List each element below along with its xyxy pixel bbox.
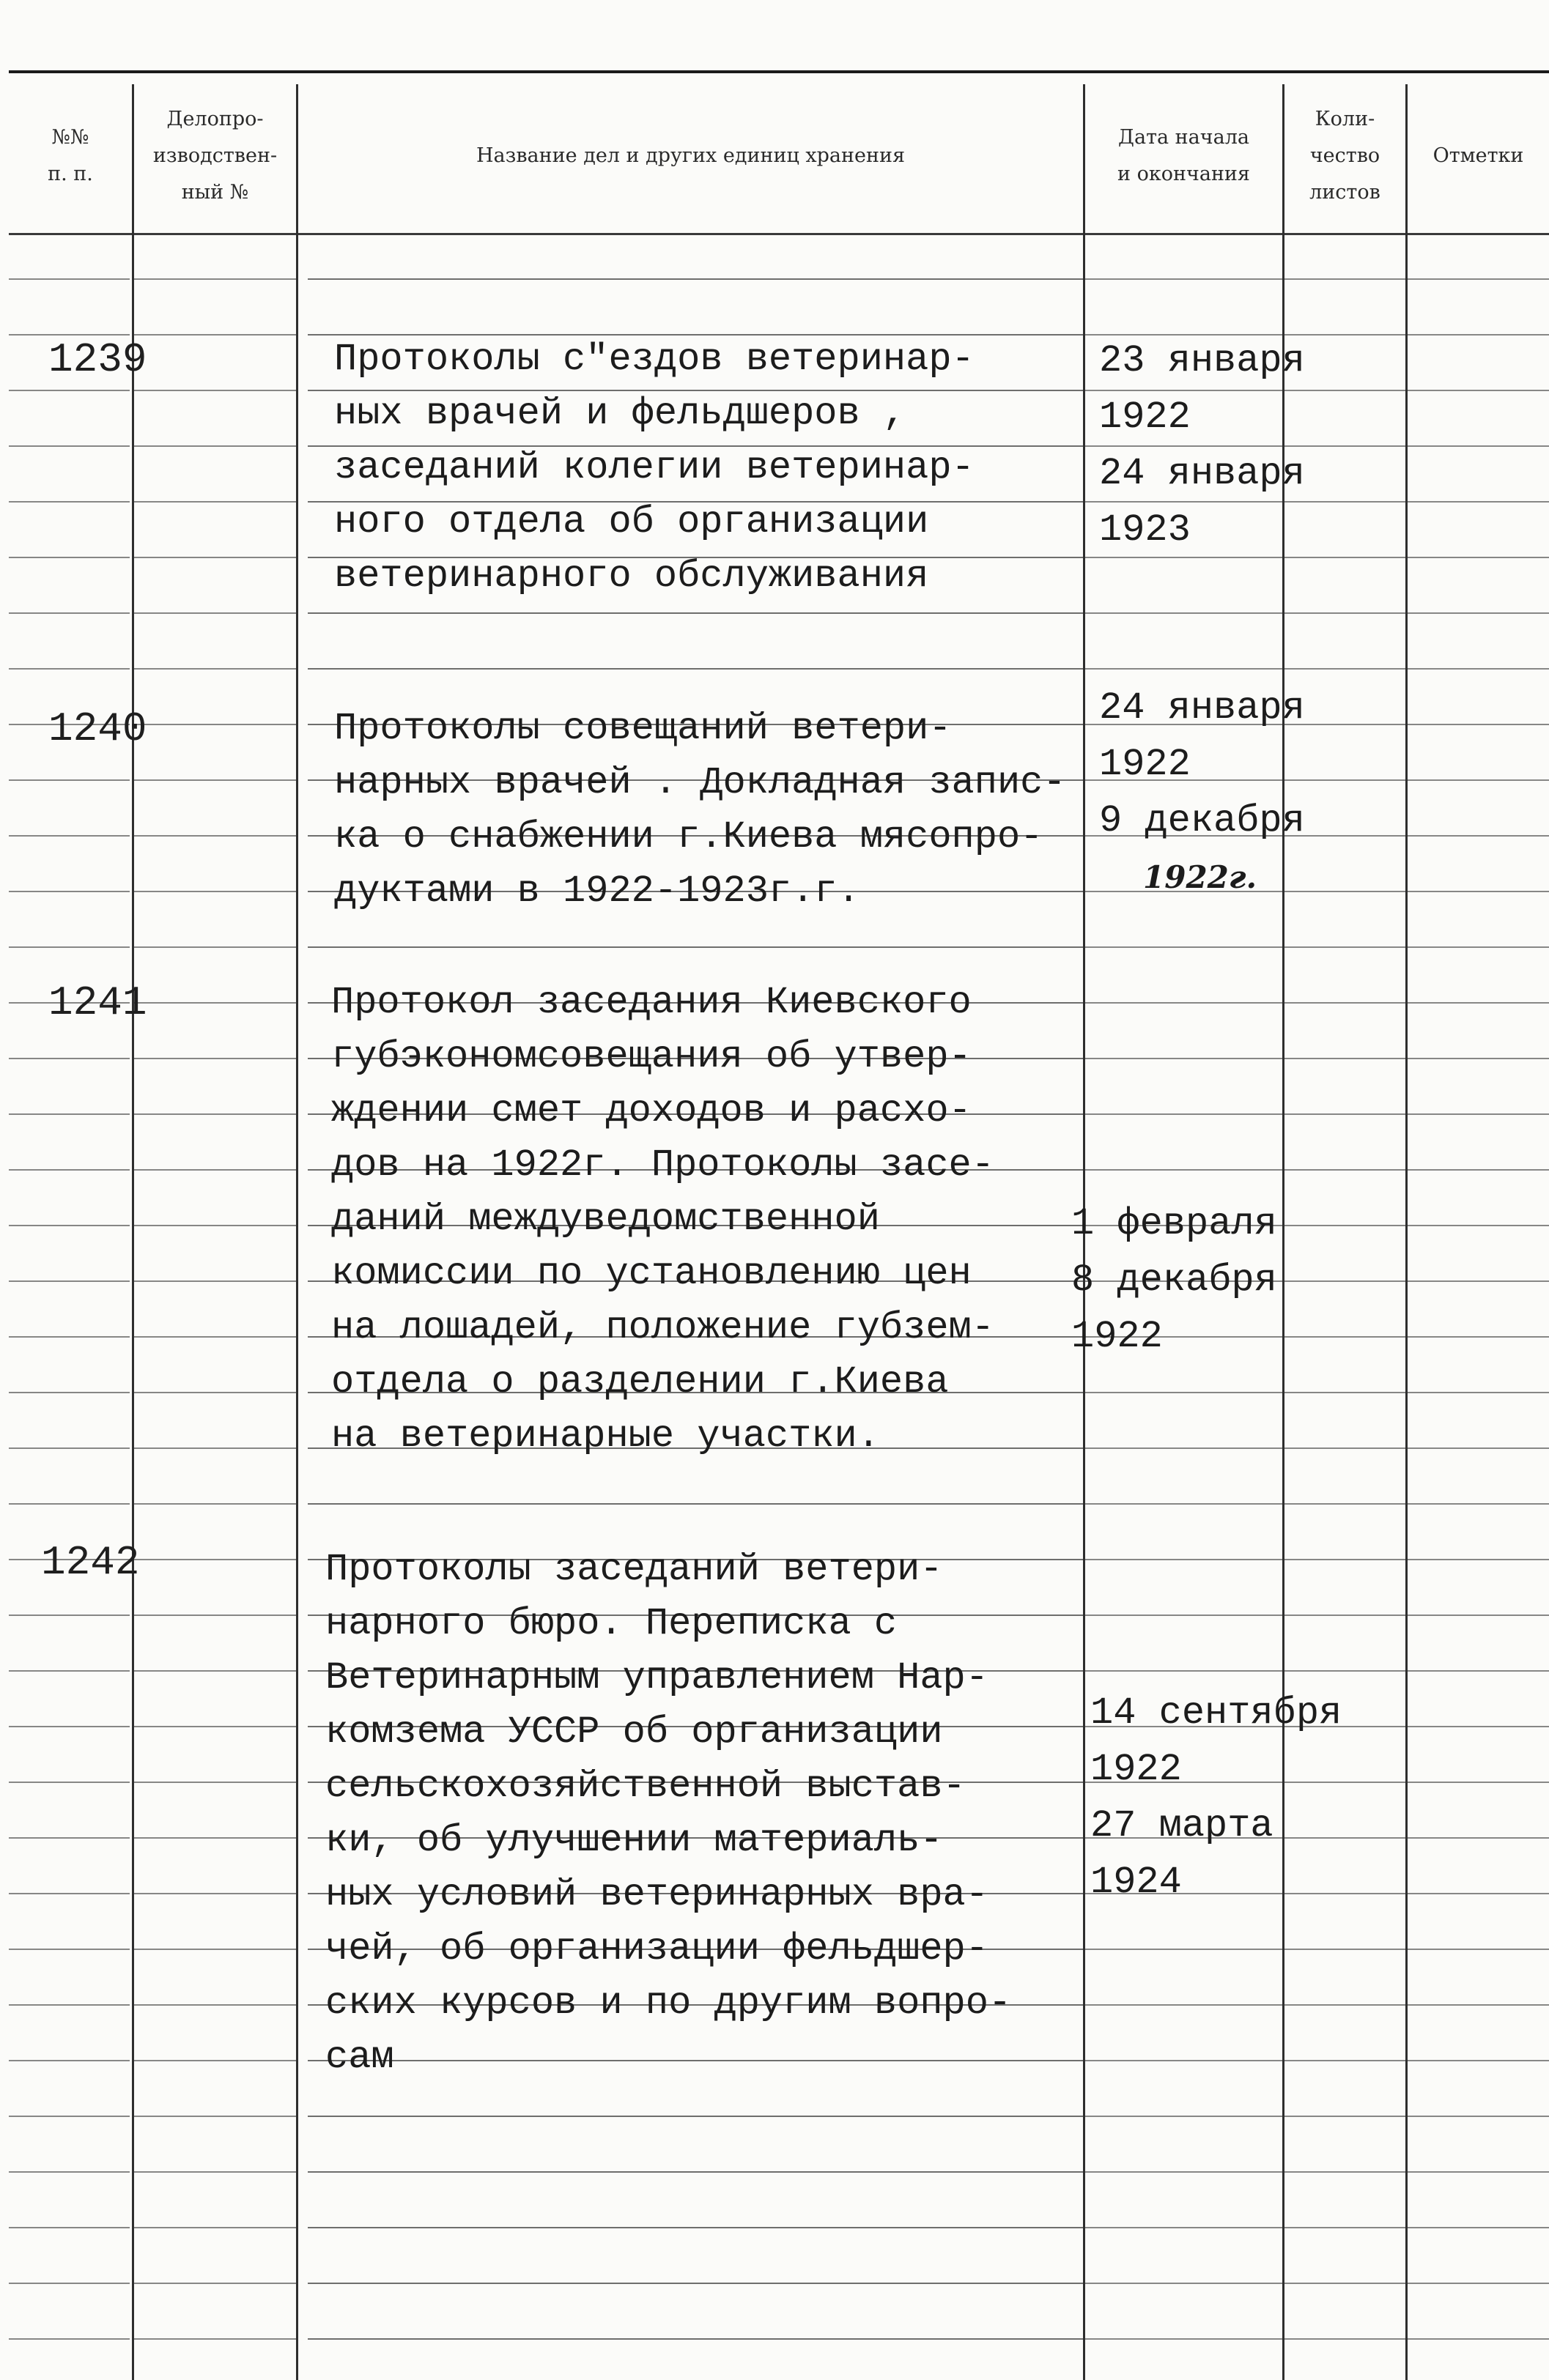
entry-title-line: ных условий ветеринарных вра- — [325, 1873, 988, 1916]
ruled-line — [9, 2116, 130, 2117]
header-dates-line: Дата начала — [1118, 125, 1249, 149]
ruled-line — [1284, 2004, 1405, 2006]
ruled-line — [1408, 1837, 1549, 1839]
entry-date-line: 8 декабря — [1071, 1258, 1277, 1302]
ruled-line — [9, 1058, 130, 1059]
entry-number: 1239 — [48, 336, 147, 383]
ruled-line — [9, 1447, 130, 1449]
ruled-line — [1408, 2171, 1549, 2173]
ruled-line — [1085, 612, 1282, 614]
ruled-line — [308, 2283, 1083, 2284]
ruled-line — [308, 2116, 1083, 2117]
entry-title — [325, 1543, 1011, 2085]
ruled-line — [1085, 2116, 1282, 2117]
entry-date-line: 1922 — [1090, 1748, 1182, 1791]
ruled-line — [9, 278, 130, 280]
entry-date-line: 1922 — [1099, 743, 1191, 786]
ruled-line — [1408, 2004, 1549, 2006]
entry-title — [331, 976, 994, 1464]
ruled-line — [1085, 278, 1282, 280]
ruled-line — [1085, 1503, 1282, 1505]
ruled-line — [9, 1336, 130, 1338]
ruled-line — [134, 278, 296, 280]
ruled-line — [9, 1615, 130, 1616]
entry-title-line: сам — [325, 2036, 394, 2079]
entry-title-line: ка о снабжении г.Киева мясопро- — [334, 815, 1043, 859]
ruled-line — [1085, 2060, 1282, 2061]
header-dates — [1085, 81, 1282, 231]
ruled-line — [9, 1837, 130, 1839]
entry-title-line: сельскохозяйственной выстав- — [325, 1765, 966, 1808]
ruled-line — [1085, 1447, 1282, 1449]
ruled-line — [9, 1782, 130, 1783]
ruled-line — [9, 2060, 130, 2061]
column-divider-5 — [1405, 84, 1408, 2380]
header-sheets-line: Коли- — [1315, 107, 1375, 130]
entry-date-line: 24 января — [1099, 452, 1305, 495]
header-title — [298, 81, 1083, 231]
ruled-line — [134, 1782, 296, 1783]
ruled-line — [1284, 1336, 1405, 1338]
ruled-line — [9, 835, 130, 837]
ruled-line — [9, 1503, 130, 1505]
ruled-line — [134, 1002, 296, 1004]
entry-date-line: 1924 — [1090, 1861, 1182, 1904]
ruled-line — [1284, 278, 1405, 280]
ruled-line — [1284, 1002, 1405, 1004]
ruled-line — [9, 501, 130, 503]
ruled-line — [134, 1447, 296, 1449]
entry-date-line: 9 декабря — [1099, 799, 1305, 842]
ruled-line — [134, 891, 296, 892]
ruled-line — [9, 1225, 130, 1226]
header-num-line: п. п. — [48, 162, 93, 185]
entry-title-line: дуктами в 1922-1923г.г. — [334, 870, 860, 913]
ruled-line — [1284, 2338, 1405, 2340]
entry-date-line: 14 сентября — [1090, 1691, 1342, 1735]
entry-title-line: ных врачей и фельдшеров , — [334, 392, 906, 435]
ruled-line — [134, 1169, 296, 1171]
ruled-line — [308, 946, 1083, 948]
ruled-line — [134, 2171, 296, 2173]
ruled-line — [1085, 2283, 1282, 2284]
entry-title — [334, 702, 1066, 919]
entry-dates — [1099, 680, 1305, 905]
ruled-line — [134, 835, 296, 837]
ruled-line — [1284, 612, 1405, 614]
ruled-line — [308, 2171, 1083, 2173]
ruled-line — [1408, 1169, 1549, 1171]
ruled-line — [134, 1280, 296, 1282]
ruled-line — [1408, 1559, 1549, 1560]
ruled-line — [9, 390, 130, 391]
ruled-line — [1408, 724, 1549, 725]
ruled-line — [134, 779, 296, 781]
table-top-border — [9, 70, 1549, 73]
entry-title-line: нарных врачей . Докладная запис- — [334, 761, 1066, 804]
ruled-line — [9, 612, 130, 614]
ruled-line — [1408, 1615, 1549, 1616]
ruled-line — [1284, 1058, 1405, 1059]
ruled-line — [1284, 1503, 1405, 1505]
ruled-line — [1085, 1113, 1282, 1115]
ruled-line — [1284, 946, 1405, 948]
entry-number: 1241 — [48, 979, 147, 1026]
header-sheets-line: листов — [1309, 180, 1380, 204]
ruled-line — [134, 445, 296, 447]
ruled-line — [1408, 2338, 1549, 2340]
ruled-line — [9, 1893, 130, 1894]
ruled-line — [134, 390, 296, 391]
ruled-line — [1085, 946, 1282, 948]
ruled-line — [1085, 668, 1282, 670]
header-notes-text: Отметки — [1432, 144, 1524, 167]
entry-title-line: ских курсов и по другим вопро- — [325, 1982, 1012, 2025]
ruled-line — [134, 1837, 296, 1839]
header-dates-line: и окончания — [1117, 162, 1250, 185]
entry-title-line: губэкономсовещания об утвер- — [331, 1035, 972, 1078]
header-title-text: Название дел и других единиц хранения — [476, 144, 906, 167]
ruled-line — [9, 946, 130, 948]
ruled-line — [308, 2338, 1083, 2340]
ruled-line — [1408, 2060, 1549, 2061]
ruled-line — [1284, 1113, 1405, 1115]
ruled-line — [9, 1949, 130, 1950]
ruled-line — [9, 1726, 130, 1727]
ruled-line — [1284, 668, 1405, 670]
ruled-line — [9, 1280, 130, 1282]
ruled-line — [1284, 2171, 1405, 2173]
ruled-line — [1408, 1280, 1549, 1282]
ruled-line — [1408, 1002, 1549, 1004]
ruled-line — [1085, 1670, 1282, 1672]
ruled-line — [9, 1392, 130, 1393]
entry-date-line: 1922 — [1071, 1315, 1163, 1358]
ruled-line — [1085, 1002, 1282, 1004]
header-num — [9, 81, 132, 231]
ruled-line — [134, 1392, 296, 1393]
ruled-line — [134, 1225, 296, 1226]
ruled-line — [1085, 1559, 1282, 1560]
entry-title-line: чей, об организации фельдшер- — [325, 1927, 988, 1971]
entry-title-line: на лошадей, положение губзем- — [331, 1306, 994, 1349]
ruled-line — [1284, 2116, 1405, 2117]
ruled-line — [134, 1615, 296, 1616]
entry-date-line: 27 марта — [1090, 1804, 1273, 1847]
entry-title-line: нарного бюро. Переписка с — [325, 1602, 898, 1645]
entry-title-line: ждении смет доходов и расхо- — [331, 1089, 972, 1132]
ruled-line — [9, 557, 130, 558]
entry-date-line: 1 февраля — [1071, 1202, 1277, 1245]
entry-title-line: ветеринарного обслуживания — [334, 555, 929, 598]
ruled-line — [1408, 557, 1549, 558]
ruled-line — [1284, 2227, 1405, 2228]
ruled-line — [1284, 2060, 1405, 2061]
ruled-line — [1408, 779, 1549, 781]
ruled-line — [9, 891, 130, 892]
ruled-line — [9, 2171, 130, 2173]
ruled-line — [134, 1670, 296, 1672]
ruled-line — [1408, 1893, 1549, 1894]
ruled-line — [134, 1113, 296, 1115]
ruled-line — [1085, 1949, 1282, 1950]
header-notes — [1408, 81, 1549, 231]
header-num-line: №№ — [51, 125, 89, 149]
ruled-line — [1085, 1169, 1282, 1171]
header-office-num-line: Делопро- — [166, 107, 264, 130]
ruled-line — [134, 1336, 296, 1338]
ruled-line — [9, 1169, 130, 1171]
ruled-line — [1408, 1726, 1549, 1727]
ruled-line — [308, 612, 1083, 614]
column-divider-1 — [132, 84, 134, 2380]
ruled-line — [9, 1670, 130, 1672]
ruled-line — [1408, 1949, 1549, 1950]
entry-dates — [1090, 1685, 1342, 1910]
ruled-line — [1085, 1392, 1282, 1393]
ruled-line — [1284, 1949, 1405, 1950]
ruled-line — [134, 612, 296, 614]
entry-title-line: Протокол заседания Киевского — [331, 981, 972, 1024]
ruled-line — [1085, 1615, 1282, 1616]
ruled-line — [1085, 2338, 1282, 2340]
column-divider-2 — [296, 84, 298, 2380]
ruled-line — [1408, 1392, 1549, 1393]
ruled-line — [134, 1503, 296, 1505]
ruled-line — [1408, 1447, 1549, 1449]
entry-number: 1240 — [48, 705, 147, 752]
ruled-line — [134, 1949, 296, 1950]
entry-title-line: Протоколы совещаний ветери- — [334, 707, 952, 750]
header-office-num-line: изводствен- — [152, 144, 278, 167]
ruled-line — [9, 445, 130, 447]
ruled-line — [1408, 334, 1549, 336]
ruled-line — [134, 2004, 296, 2006]
ruled-line — [1408, 445, 1549, 447]
ruled-line — [134, 668, 296, 670]
header-sheets — [1284, 81, 1405, 231]
ruled-line — [134, 1058, 296, 1059]
header-office-num — [134, 81, 296, 231]
entry-date-line: 23 января — [1099, 339, 1305, 382]
entry-title-line: даний междуведомственной — [331, 1198, 880, 1241]
ruled-line — [1408, 2283, 1549, 2284]
ruled-line — [9, 668, 130, 670]
entry-dates — [1071, 1195, 1277, 1365]
ruled-line — [1284, 1447, 1405, 1449]
ruled-line — [1408, 2227, 1549, 2228]
ruled-line — [1408, 1782, 1549, 1783]
ruled-line — [1085, 2004, 1282, 2006]
ruled-line — [1408, 1225, 1549, 1226]
ruled-line — [1408, 1670, 1549, 1672]
ruled-line — [1085, 2227, 1282, 2228]
ruled-line — [9, 2338, 130, 2340]
entry-title-line: комзема УССР об организации — [325, 1710, 943, 1754]
entry-dates — [1099, 333, 1305, 558]
header-bottom-border — [9, 233, 1549, 235]
entry-title-line: ки, об улучшении материаль- — [325, 1819, 943, 1862]
ruled-line — [134, 1893, 296, 1894]
ruled-line — [134, 557, 296, 558]
ruled-line — [1408, 946, 1549, 948]
ruled-line — [308, 1503, 1083, 1505]
ruled-line — [1408, 390, 1549, 391]
entry-title-line: Протоколы заседаний ветери- — [325, 1548, 943, 1591]
ruled-line — [9, 2283, 130, 2284]
ruled-line — [1284, 1392, 1405, 1393]
header-sheets-line: чество — [1309, 144, 1380, 167]
ruled-line — [1408, 891, 1549, 892]
ruled-line — [1408, 1503, 1549, 1505]
ruled-line — [1408, 835, 1549, 837]
ruled-line — [134, 1559, 296, 1560]
entry-date-line-handwritten: 1922г. — [1143, 859, 1257, 895]
ruled-line — [1408, 278, 1549, 280]
entry-date-line: 24 января — [1099, 686, 1305, 730]
ruled-line — [1284, 1670, 1405, 1672]
ruled-line — [1408, 668, 1549, 670]
ruled-line — [134, 1726, 296, 1727]
ruled-line — [1085, 2171, 1282, 2173]
entry-title-line: комиссии по установлению цен — [331, 1252, 972, 1295]
entry-title-line: дов на 1922г. Протоколы засе- — [331, 1143, 994, 1187]
ruled-line — [9, 2227, 130, 2228]
entry-title-line: заседаний колегии ветеринар- — [334, 446, 975, 489]
ruled-line — [134, 2338, 296, 2340]
ruled-line — [1284, 2283, 1405, 2284]
ruled-line — [134, 946, 296, 948]
ruled-line — [1284, 1280, 1405, 1282]
ruled-line — [134, 724, 296, 725]
ruled-line — [134, 501, 296, 503]
entry-title-line: отдела о разделении г.Киева — [331, 1360, 949, 1404]
ruled-line — [1408, 1058, 1549, 1059]
ruled-line — [1284, 1169, 1405, 1171]
ruled-line — [134, 334, 296, 336]
ruled-line — [1284, 1615, 1405, 1616]
entry-title-line: ного отдела об организации — [334, 500, 929, 544]
ruled-line — [308, 2227, 1083, 2228]
ruled-line — [1284, 1225, 1405, 1226]
ruled-line — [134, 2283, 296, 2284]
entry-title-line: Ветеринарным управлением Нар- — [325, 1656, 988, 1699]
ruled-line — [1284, 1559, 1405, 1560]
entry-date-line: 1923 — [1099, 508, 1191, 552]
ruled-line — [9, 779, 130, 781]
entry-title-line: Протоколы с"ездов ветеринар- — [334, 338, 975, 381]
entry-title-line: на ветеринарные участки. — [331, 1415, 880, 1458]
ruled-line — [308, 278, 1083, 280]
ruled-line — [1408, 2116, 1549, 2117]
ruled-line — [134, 2227, 296, 2228]
ruled-line — [9, 1113, 130, 1115]
entry-date-line: 1922 — [1099, 396, 1191, 439]
ruled-line — [134, 2060, 296, 2061]
entry-number: 1242 — [41, 1539, 140, 1586]
entry-title — [334, 333, 975, 604]
ruled-line — [1408, 1336, 1549, 1338]
ruled-line — [1408, 501, 1549, 503]
ruled-line — [9, 2004, 130, 2006]
ruled-line — [308, 668, 1083, 670]
ruled-line — [1408, 612, 1549, 614]
ruled-line — [1408, 1113, 1549, 1115]
ruled-line — [1085, 1058, 1282, 1059]
header-office-num-line: ный № — [181, 180, 249, 204]
ruled-line — [134, 2116, 296, 2117]
